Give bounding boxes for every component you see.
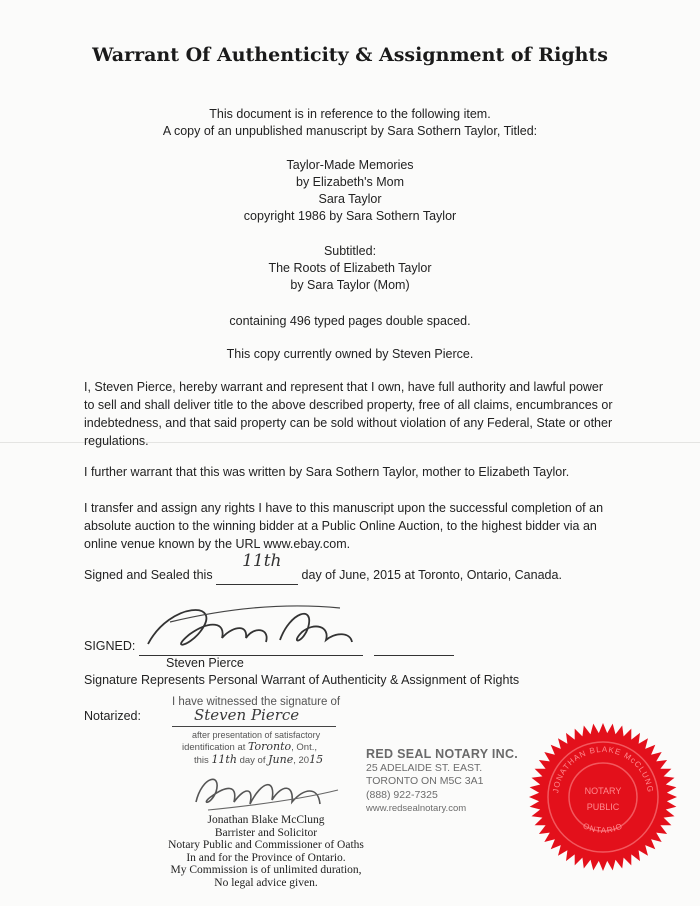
signature-represents: Signature Represents Personal Warrant of Authenticity & Assignment of Rights <box>84 673 520 687</box>
warranty-paragraph <box>84 378 624 450</box>
subtitle-byline: by Sara Taylor (Mom) <box>290 278 410 292</box>
signed-sealed-line <box>84 551 684 585</box>
subtitle-title: The Roots of Elizabeth Taylor <box>268 261 432 275</box>
warranty-line-1: I, Steven Pierce, hereby warrant and represent that I own, have full authority and lawful power <box>84 380 604 394</box>
book-byline: by Elizabeth's Mom <box>296 175 404 189</box>
signed-label: SIGNED: <box>84 639 136 653</box>
notary-witness-stamp <box>172 696 372 767</box>
handwritten-month: June <box>268 753 294 766</box>
document-title: Warrant Of Authenticity & Assignment of Rights <box>92 44 608 66</box>
notary-details <box>146 814 386 890</box>
intro-line-1: This document is in reference to the following item. <box>209 107 491 121</box>
notary-province: In and for the Province of Ontario. <box>186 851 346 864</box>
handwritten-witness-name: Steven Pierce <box>194 706 300 724</box>
handwritten-year: 15 <box>309 753 324 766</box>
notary-company-phone: (888) 922-7325 <box>366 788 438 801</box>
notary-disclaimer: No legal advice given. <box>214 876 318 889</box>
signer-name: Steven Pierce <box>166 656 244 670</box>
book-author: Sara Taylor <box>318 192 382 206</box>
assignment-line-3: online venue known by the URL www.ebay.com. <box>84 537 351 551</box>
seal-public-text: PUBLIC <box>586 802 620 812</box>
subtitle-block <box>0 243 700 294</box>
identification-suffix: , Ont., <box>291 742 318 753</box>
page-count: containing 496 typed pages double spaced. <box>229 314 471 328</box>
seal-bottom-text: ONTARIO <box>581 821 625 835</box>
witnessed-text: I have witnessed the signature of <box>172 696 341 708</box>
notary-company-city: TORONTO ON M5C 3A1 <box>366 775 484 787</box>
identification-prefix: identification at <box>182 742 246 753</box>
signed-sealed-prefix: Signed and Sealed this <box>84 568 213 582</box>
notary-signature <box>188 766 348 816</box>
book-title-block <box>0 157 700 225</box>
witness-name-blank <box>172 706 336 727</box>
book-copyright: copyright 1986 by Sara Sothern Taylor <box>243 209 457 223</box>
authorship-statement: I further warrant that this was written by Sara Sothern Taylor, mother to Elizabeth Taylor. <box>84 465 570 479</box>
day-blank <box>216 551 298 585</box>
notary-name: Jonathan Blake McClung <box>207 814 325 826</box>
red-notary-seal <box>528 722 678 872</box>
book-title: Taylor-Made Memories <box>286 158 414 172</box>
seal-top-text: JONATHAN BLAKE McCLUNG <box>551 744 655 794</box>
red-seal-notary-stamp <box>366 748 518 816</box>
day-of-text: day of <box>239 755 266 766</box>
this-text: this <box>194 755 209 766</box>
year-prefix: , 20 <box>293 755 310 766</box>
handwritten-day: 11th <box>242 551 282 571</box>
intro-block <box>0 106 700 140</box>
warranty-line-2: to sell and shall deliver title to the above described property, free of all claims, encumbrances or <box>84 398 613 412</box>
notary-company-street: 25 ADELAIDE ST. EAST. <box>366 761 483 774</box>
assignment-line-2: absolute auction to the winning bidder at a Public Online Auction, to the highest bidder via an <box>84 519 597 533</box>
notary-commission: Notary Public and Commissioner of Oaths <box>168 839 364 852</box>
after-presentation-text: after presentation of satisfactory <box>192 730 321 740</box>
signed-sealed-suffix: day of June, 2015 at Toronto, Ontario, Canada. <box>301 568 562 582</box>
notary-title: Barrister and Solicitor <box>214 826 318 839</box>
notarized-label: Notarized: <box>84 709 141 723</box>
subtitle-label: Subtitled: <box>323 244 377 258</box>
handwritten-notary-day: 11th <box>211 753 237 766</box>
warranty-line-3: indebtedness, and that said property can be sold without violation of any Federal, State or other <box>84 416 613 430</box>
seal-notary-text: NOTARY <box>584 786 622 796</box>
handwritten-city: Toronto <box>248 740 292 753</box>
notary-company-web: www.redsealnotary.com <box>366 803 467 814</box>
notary-duration: My Commission is of unlimited duration, <box>170 864 362 877</box>
assignment-line-1: I transfer and assign any rights I have to this manuscript upon the successful completion of an <box>84 501 604 515</box>
intro-line-2: A copy of an unpublished manuscript by Sara Sothern Taylor, Titled: <box>162 124 538 138</box>
notary-company-name: RED SEAL NOTARY INC. <box>366 747 519 761</box>
assignment-paragraph <box>84 499 624 553</box>
warranty-line-4: regulations. <box>84 434 149 448</box>
owner-statement: This copy currently owned by Steven Pierce. <box>226 347 474 361</box>
